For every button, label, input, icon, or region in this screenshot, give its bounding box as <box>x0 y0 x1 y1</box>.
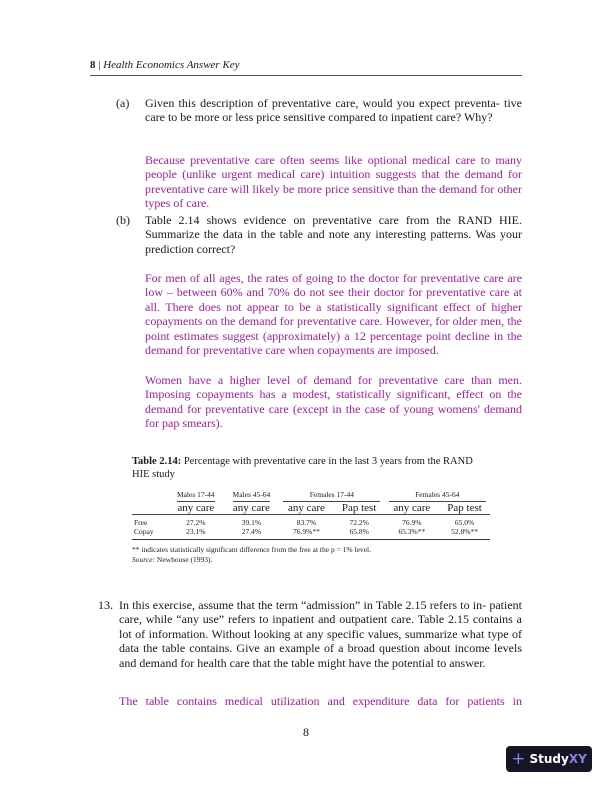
running-header <box>90 58 522 76</box>
table-source <box>132 555 490 565</box>
question-a-label: (a) <box>116 96 130 110</box>
question-13-label: 13. <box>98 598 113 612</box>
header-book-title: Health Economics Answer Key <box>103 59 240 71</box>
table-source-label: Source: <box>132 555 156 564</box>
brand-name: StudyXY <box>529 752 587 766</box>
table-cell: 52.8%** <box>439 527 490 540</box>
question-13-answer: The table contains medical utilization and expenditure data for patients in <box>119 694 522 708</box>
table-cell: 72.2% <box>349 518 369 527</box>
table-group-header: Females 17-44 <box>279 490 384 502</box>
question-b-label: (b) <box>116 213 130 227</box>
table-notes <box>132 545 490 565</box>
table-column-header: any care <box>385 502 439 515</box>
table-cell: 65.8% <box>334 527 385 540</box>
header-page-number: 8 <box>90 59 96 71</box>
table-column-header: any care <box>279 502 333 515</box>
table-significance-note: ** indicates statistically significant difference from the free at the p = 1% level. <box>132 545 372 554</box>
question-b-answer-2: Women have a higher level of demand for preventative care than men. Imposing copayments has a modest, statistically significant, effect on the demand for preventative care (except in the case of young womens' demand for pap smears). <box>145 373 522 431</box>
table-cell: 65.3%** <box>385 527 439 540</box>
table-group-header-row <box>132 490 490 502</box>
table-row-label: Free <box>134 518 148 527</box>
table-cell: 23.1% <box>168 527 224 540</box>
table-cell: 76.9%** <box>279 527 333 540</box>
plus-icon: + <box>511 748 526 769</box>
table-column-header-row <box>132 502 490 515</box>
header-separator: | <box>95 59 104 71</box>
table-cell: 39.1% <box>241 518 262 527</box>
preventative-care-table <box>132 490 490 540</box>
question-b-answer-1: For men of all ages, the rates of going to the doctor for preventative care are low – between 60% and 70% do not see their doctor for preventative care at all. There does not appear to be a statistically significant effect of higher copayments on the demand for preventative care. However, for older men, the point estimates suggest (approximately) a 12 percentage point decline in the demand for preventative care when copayments are imposed. <box>145 271 522 358</box>
question-a-text: Given this description of preventative care, would you expect preventa- tive care to be more or less price sensitive compared to inpatient care? Why? <box>145 96 522 125</box>
studyxy-watermark-badge[interactable] <box>506 746 592 772</box>
table-caption <box>132 455 484 481</box>
table-row <box>132 515 490 528</box>
table-cell: 65.0% <box>454 518 475 527</box>
table-caption-label: Table 2.14: <box>132 456 182 467</box>
table-row <box>132 527 490 540</box>
table-cell: 27.2% <box>186 518 206 527</box>
table-column-header: any care <box>168 502 224 515</box>
table-group-header: Females 45-64 <box>385 490 490 502</box>
question-b-text: Table 2.14 shows evidence on preventative care from the RAND HIE. Summarize the data in the table and note any interesting patterns. Was your prediction correct? <box>145 213 522 256</box>
table-row-label: Copay <box>132 527 168 540</box>
table-group-header: Males 17-44 <box>168 490 224 502</box>
question-13-text: In this exercise, assume that the term “admission” in Table 2.15 refers to in- patient care, while “any use” refers to inpatient and outpatient care. Table 2.15 contains a lot of information. Without looking at any specific values, summarize what type of data the table contains. Give an example of a broad question about income levels and demand for health care that the table might have the potential to answer. <box>119 598 522 670</box>
table-source-text: Newhouse (1993). <box>155 555 213 564</box>
page-number: 8 <box>303 725 309 739</box>
table-cell: 76.9% <box>402 518 422 527</box>
table-column-header: Pap test <box>439 502 490 515</box>
table-group-header: Males 45-64 <box>224 490 280 502</box>
table-caption-text: Percentage with preventative care in the last 3 years from the RAND HIE study <box>132 456 473 480</box>
table-cell: 83.7% <box>296 518 317 527</box>
table-column-header: any care <box>224 502 280 515</box>
question-a-answer: Because preventative care often seems like optional medical care to many people (unlike urgent medical care) intuition suggests that the demand for preventative care will likely be more price sensitive than the demand for other types of care. <box>145 153 522 211</box>
table-column-header: Pap test <box>334 502 385 515</box>
table-cell: 27.4% <box>224 527 280 540</box>
